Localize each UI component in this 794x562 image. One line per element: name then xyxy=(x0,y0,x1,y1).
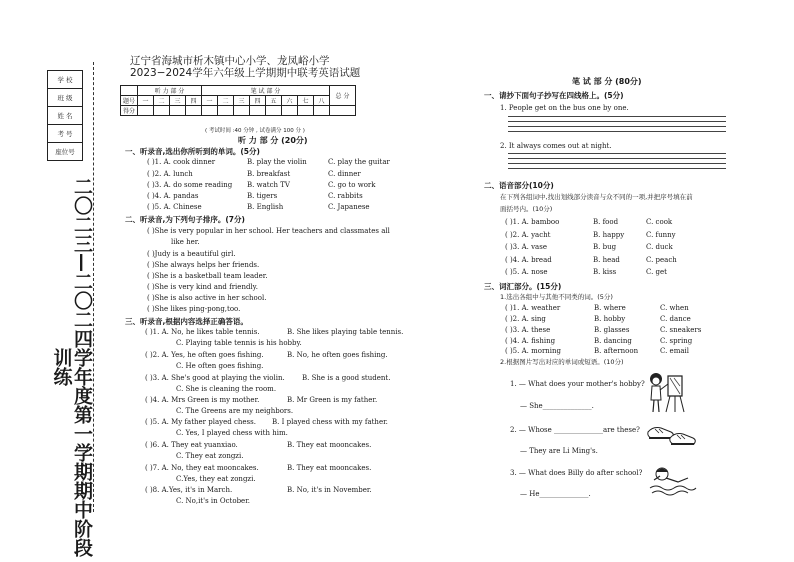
q1-item-2-b: B. breakfast xyxy=(247,170,291,178)
vocab-2-a: ( )2. A. sing xyxy=(505,315,546,323)
picture-q3-answer[interactable]: — He______________. xyxy=(520,490,591,498)
phonics-instruction-1: 在下列各组词中,找出划线部分读音与众不同的一项,并把序号填在前 xyxy=(500,193,693,201)
q1-item-4-b: B. tigers xyxy=(247,192,278,200)
score-section-listening: 听 力 部 分 xyxy=(138,86,202,96)
vocab-3-a: ( )3. A. these xyxy=(505,326,551,334)
vocab-4-c: C. spring xyxy=(660,337,693,345)
school-name: 辽宁省海城市析木镇中心小学、龙凤峪小学 xyxy=(130,55,330,67)
score-col: 六 xyxy=(282,96,298,106)
phonics-1-b: B. food xyxy=(593,218,619,226)
q1-item-1-c: C. play the guitar xyxy=(328,158,390,166)
info-seat-label: 座位号 xyxy=(48,143,83,161)
picture-q1-question: 1. — What does your mother's hobby? xyxy=(510,380,645,388)
vocab-3-c: C. sneakers xyxy=(660,326,702,334)
score-col: 一 xyxy=(202,96,218,106)
vocab-1-b: B. where xyxy=(594,304,626,312)
score-row-score-label: 得分 xyxy=(121,106,138,116)
q3-item-4-c: C. The Greens are my neighbors. xyxy=(176,407,294,415)
info-class-label: 班 级 xyxy=(48,89,83,107)
phonics-4-a: ( )4. A. bread xyxy=(505,256,552,264)
q1-item-3-c: C. go to work xyxy=(328,181,376,189)
q2-line-6: ( )She is also active in her school. xyxy=(147,294,267,302)
q3-item-5-b: B. I played chess with my father. xyxy=(272,418,388,426)
listening-q2-title: 二、听录音,为下列句子排序。(7分) xyxy=(125,215,245,224)
vocab-3-b: B. glasses xyxy=(594,326,630,334)
info-school-label: 学 校 xyxy=(48,71,83,89)
q3-item-1-b: B. She likes playing table tennis. xyxy=(287,328,404,336)
writing-q3-title: 三、词汇部分。(15分) xyxy=(484,282,562,291)
q1-item-5-c: C. Japanese xyxy=(328,203,370,211)
q1-item-2-c: C. dinner xyxy=(328,170,361,178)
q3-item-3-c: C. She is cleaning the room. xyxy=(176,385,277,393)
painter-easel-picture-icon xyxy=(644,370,688,414)
q1-item-5-a: ( )5. A. Chinese xyxy=(147,203,202,211)
score-col: 四 xyxy=(250,96,266,106)
picture-q2-answer: — They are Li Ming's. xyxy=(520,447,598,455)
q3-item-5-a: ( )5. A. My father played chess. xyxy=(145,418,256,426)
score-col: 二 xyxy=(218,96,234,106)
q2-line-1: ( )She is very popular in her school. Her teachers and classmates all xyxy=(147,227,390,235)
exam-note: ( 考试时间 :40 分钟 , 试卷满分 100 分 ) xyxy=(205,128,305,134)
q3-item-5-c: C. Yes, I played chess with him. xyxy=(176,429,288,437)
phonics-2-a: ( )2. A. yacht xyxy=(505,231,551,239)
phonics-5-b: B. kiss xyxy=(593,268,617,276)
q1-item-1-b: B. play the violin xyxy=(247,158,307,166)
vocab-sub2-title: 2.根据图片写出对应的单词或短语。(10分) xyxy=(500,358,624,366)
q3-item-6-b: B. They eat mooncakes. xyxy=(287,441,372,449)
writing-section-title: 笔 试 部 分 (80分) xyxy=(572,77,642,86)
vocab-5-b: B. afternoon xyxy=(594,347,639,355)
binding-dashed-line xyxy=(93,62,94,512)
phonics-3-a: ( )3. A. vase xyxy=(505,243,547,251)
q2-line-1-cont: like her. xyxy=(171,238,200,246)
listening-q3-title: 三、听录音,根据内容选择正确答语。 xyxy=(125,317,248,326)
q2-line-4: ( )She is a basketball team leader. xyxy=(147,272,268,280)
phonics-1-a: ( )1. A. bamboo xyxy=(505,218,560,226)
phonics-3-b: B. bug xyxy=(593,243,617,251)
picture-q3-question: 3. — What does Billy do after school? xyxy=(510,469,643,477)
vocab-4-a: ( )4. A. fishing xyxy=(505,337,556,345)
vocab-2-b: B. hobby xyxy=(594,315,626,323)
vocab-4-b: B. dancing xyxy=(594,337,632,345)
phonics-5-c: C. get xyxy=(646,268,667,276)
q3-item-6-a: ( )6. A. They eat yuanxiao. xyxy=(145,441,238,449)
q1-item-3-a: ( )3. A. do some reading xyxy=(147,181,233,189)
phonics-instruction-2: 面括号内。(10分) xyxy=(500,205,553,213)
score-total-label: 总 分 xyxy=(330,86,356,106)
q1-item-1-a: ( )1. A. cook dinner xyxy=(147,158,216,166)
vocab-5-c: C. email xyxy=(660,347,689,355)
boy-swimming-picture-icon xyxy=(648,464,698,498)
score-col: 八 xyxy=(314,96,330,106)
q3-item-7-b: B. They eat mooncakes. xyxy=(287,464,372,472)
q1-item-4-a: ( )4. A. pandas xyxy=(147,192,199,200)
writing-q1-title: 一、请抄下面句子抄写在四线格上。(5分) xyxy=(484,91,624,100)
q3-item-2-c: C. He often goes fishing. xyxy=(176,362,264,370)
q1-item-5-b: B. English xyxy=(247,203,284,211)
q3-item-4-a: ( )4. A. Mrs Green is my mother. xyxy=(145,396,260,404)
info-exam-number-label: 考 号 xyxy=(48,125,83,143)
score-col: 二 xyxy=(154,96,170,106)
phonics-2-b: B. happy xyxy=(593,231,625,239)
q2-line-3: ( )She always helps her friends. xyxy=(147,261,260,269)
writing-q2-title: 二、语音部分(10分) xyxy=(484,181,554,190)
vocab-5-a: ( )5. A. morning xyxy=(505,347,562,355)
vocab-1-c: C. when xyxy=(660,304,689,312)
q3-item-8-b: B. No, it's in November. xyxy=(287,486,372,494)
score-section-writing: 笔 试 部 分 xyxy=(202,86,330,96)
phonics-1-c: C. cook xyxy=(646,218,673,226)
vocab-1-a: ( )1. A. weather xyxy=(505,304,561,312)
score-col: 三 xyxy=(234,96,250,106)
score-col: 三 xyxy=(170,96,186,106)
q2-line-7: ( )She likes ping-pong,too. xyxy=(147,305,241,313)
q3-item-3-b: B. She is a good student. xyxy=(302,374,391,382)
phonics-5-a: ( )5. A. nose xyxy=(505,268,548,276)
q1-item-3-b: B. watch TV xyxy=(247,181,290,189)
q3-item-1-a: ( )1. A. No, he likes table tennis. xyxy=(145,328,260,336)
picture-q2-question[interactable]: 2. — Whose ______________are these? xyxy=(510,426,640,434)
q2-line-2: ( )Judy is a beautiful girl. xyxy=(147,250,236,258)
phonics-4-c: C. peach xyxy=(646,256,677,264)
score-col: 一 xyxy=(138,96,154,106)
q1-item-4-c: C. rabbits xyxy=(328,192,363,200)
phonics-4-b: B. head xyxy=(593,256,620,264)
q1-item-2-a: ( )2. A. lunch xyxy=(147,170,193,178)
listening-q1-title: 一、听录音,选出你所听到的单词。(5分) xyxy=(125,147,260,156)
q3-item-8-a: ( )8. A.Yes, it's in March. xyxy=(145,486,233,494)
score-table xyxy=(120,85,356,116)
q3-item-7-a: ( )7. A. No, they eat mooncakes. xyxy=(145,464,259,472)
copy-sentence-2: 2. It always comes out at night. xyxy=(500,142,612,150)
score-col: 七 xyxy=(298,96,314,106)
score-col: 五 xyxy=(266,96,282,106)
vocab-sub1-title: 1.选出各组中与其他不同类的词。(5分) xyxy=(500,293,613,301)
q3-item-7-c: C.Yes, they eat zongzi. xyxy=(176,475,256,483)
vertical-term-title: 二〇二三—二〇二四学年度第一学期期中阶段训练 xyxy=(50,177,93,557)
q3-item-2-a: ( )2. A. Yes, he often goes fishing. xyxy=(145,351,264,359)
picture-q1-answer[interactable]: — She______________. xyxy=(520,402,594,410)
sneakers-picture-icon xyxy=(645,420,699,448)
q3-item-4-b: B. Mr Green is my father. xyxy=(287,396,378,404)
exam-title: 2023−2024学年六年级上学期期中联考英语试题 xyxy=(130,67,361,79)
info-name-label: 姓 名 xyxy=(48,107,83,125)
score-row-number-label: 题号 xyxy=(121,96,138,106)
q3-item-3-a: ( )3. A. She's good at playing the violin. xyxy=(145,374,285,382)
q2-line-5: ( )She is very kind and friendly. xyxy=(147,283,258,291)
phonics-3-c: C. duck xyxy=(646,243,673,251)
q3-item-6-c: C. They eat zongzi. xyxy=(176,452,244,460)
student-info-table xyxy=(47,70,83,161)
copy-sentence-1: 1. People get on the bus one by one. xyxy=(500,104,629,112)
score-col: 四 xyxy=(186,96,202,106)
vocab-2-c: C. dance xyxy=(660,315,691,323)
q3-item-2-b: B. No, he often goes fishing. xyxy=(287,351,388,359)
listening-section-title: 听 力 部 分 (20分) xyxy=(238,136,308,145)
phonics-2-c: C. funny xyxy=(646,231,676,239)
q3-item-1-c: C. Playing table tennis is his hobby. xyxy=(176,339,302,347)
q3-item-8-c: C. No,it's in October. xyxy=(176,497,250,505)
